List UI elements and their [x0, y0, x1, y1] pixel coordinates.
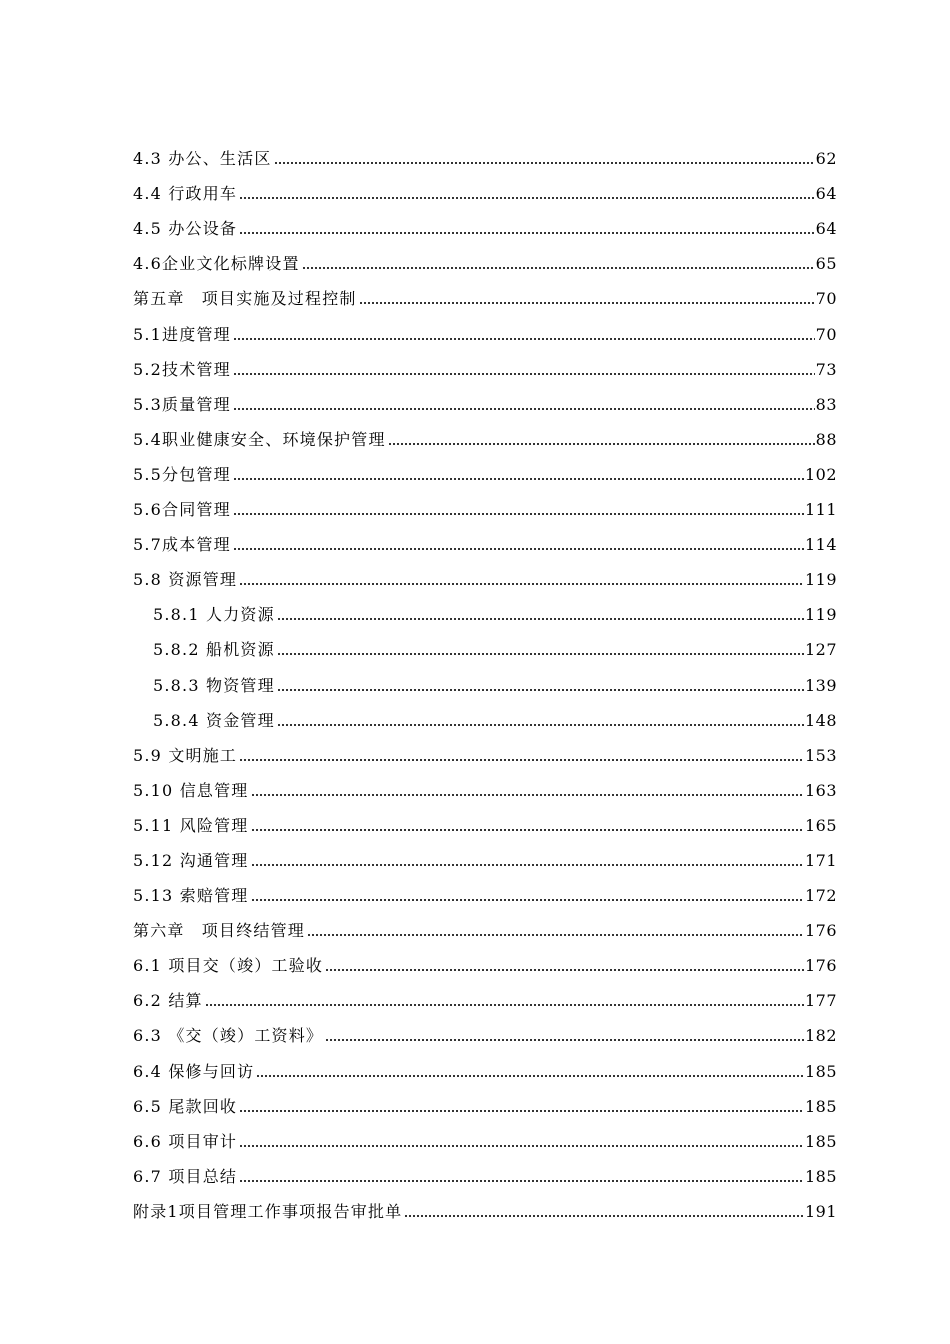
toc-dot-leader	[251, 829, 804, 831]
toc-entry-page-number: 153	[804, 745, 837, 765]
toc-entry-title: 5.2技术管理	[133, 359, 231, 379]
toc-entry-page-number: 62	[815, 149, 837, 169]
toc-entry-title: 4.4 行政用车	[133, 184, 238, 204]
toc-entry-page-number: 176	[804, 956, 837, 976]
toc-entry[interactable]	[133, 875, 837, 910]
toc-entry-page-number: 119	[804, 570, 837, 590]
toc-dot-leader	[251, 899, 804, 901]
toc-entry-page-number: 88	[815, 429, 837, 449]
toc-dot-leader	[239, 759, 804, 761]
toc-entry-page-number: 185	[804, 1096, 837, 1116]
toc-entry-title: 第五章 项目实施及过程控制	[133, 289, 357, 309]
toc-entry-page-number: 172	[804, 886, 837, 906]
toc-entry[interactable]	[133, 419, 837, 454]
toc-entry-title: 5.6合同管理	[133, 500, 231, 520]
toc-dot-leader	[233, 513, 804, 515]
toc-entry-title: 6.2 结算	[133, 991, 203, 1011]
toc-dot-leader	[239, 583, 804, 585]
toc-entry[interactable]	[133, 243, 837, 278]
toc-entry-title: 6.7 项目总结	[133, 1166, 238, 1186]
toc-entry[interactable]	[133, 313, 837, 348]
toc-dot-leader	[325, 1039, 804, 1041]
toc-entry-title: 附录1项目管理工作事项报告审批单	[133, 1201, 403, 1221]
toc-entry[interactable]	[133, 1121, 837, 1156]
toc-entry[interactable]	[133, 489, 837, 524]
toc-entry[interactable]	[133, 805, 837, 840]
toc-entry-page-number: 70	[815, 289, 837, 309]
table-of-contents	[133, 138, 837, 1226]
toc-dot-leader	[239, 232, 815, 234]
toc-entry-title: 5.1进度管理	[133, 324, 231, 344]
toc-dot-leader	[256, 1075, 804, 1077]
toc-entry[interactable]	[133, 770, 837, 805]
toc-entry-title: 6.1 项目交（竣）工验收	[133, 956, 324, 976]
toc-entry[interactable]	[133, 1086, 837, 1121]
toc-entry[interactable]	[133, 840, 837, 875]
toc-dot-leader	[404, 1215, 804, 1217]
toc-entry-page-number: 83	[815, 394, 837, 414]
toc-dot-leader	[277, 689, 804, 691]
toc-entry-page-number: 185	[804, 1061, 837, 1081]
toc-dot-leader	[233, 373, 815, 375]
toc-entry[interactable]	[133, 278, 837, 313]
toc-entry-title: 4.5 办公设备	[133, 219, 238, 239]
toc-entry-title: 6.5 尾款回收	[133, 1096, 238, 1116]
toc-entry-page-number: 70	[815, 324, 837, 344]
toc-entry-page-number: 165	[804, 815, 837, 835]
toc-entry-page-number: 171	[804, 850, 837, 870]
toc-dot-leader	[307, 934, 804, 936]
toc-entry-title: 5.7成本管理	[133, 535, 231, 555]
toc-entry-title: 6.4 保修与回访	[133, 1061, 255, 1081]
toc-dot-leader	[274, 162, 815, 164]
toc-dot-leader	[239, 1110, 804, 1112]
toc-entry[interactable]	[133, 980, 837, 1015]
toc-entry-title: 4.6企业文化标牌设置	[133, 254, 300, 274]
toc-dot-leader	[359, 302, 815, 304]
toc-entry[interactable]	[133, 524, 837, 559]
toc-dot-leader	[233, 548, 804, 550]
toc-dot-leader	[251, 864, 804, 866]
toc-entry[interactable]	[133, 910, 837, 945]
toc-entry[interactable]	[133, 1191, 837, 1226]
toc-entry-page-number: 65	[815, 254, 837, 274]
toc-entry-title: 6.6 项目审计	[133, 1131, 238, 1151]
toc-entry[interactable]	[133, 208, 837, 243]
toc-entry-page-number: 139	[804, 675, 837, 695]
toc-entry[interactable]	[133, 735, 837, 770]
toc-dot-leader	[205, 1004, 804, 1006]
toc-dot-leader	[277, 724, 804, 726]
toc-entry[interactable]	[133, 594, 837, 629]
toc-entry-page-number: 114	[804, 535, 837, 555]
toc-entry[interactable]	[133, 173, 837, 208]
toc-entry-page-number: 177	[804, 991, 837, 1011]
toc-entry-title: 5.11 风险管理	[133, 815, 249, 835]
toc-entry[interactable]	[133, 138, 837, 173]
toc-entry-page-number: 119	[804, 605, 837, 625]
toc-dot-leader	[239, 197, 815, 199]
toc-entry-title: 5.8.1 人力资源	[153, 605, 275, 625]
toc-entry[interactable]	[133, 454, 837, 489]
toc-dot-leader	[233, 338, 815, 340]
toc-entry-page-number: 64	[815, 219, 837, 239]
toc-entry-title: 5.8.2 船机资源	[153, 640, 275, 660]
toc-entry[interactable]	[133, 384, 837, 419]
toc-entry-title: 5.5分包管理	[133, 464, 231, 484]
toc-entry-title: 5.13 索赔管理	[133, 886, 249, 906]
toc-dot-leader	[233, 478, 804, 480]
toc-entry[interactable]	[133, 945, 837, 980]
toc-dot-leader	[277, 653, 804, 655]
toc-dot-leader	[388, 443, 815, 445]
toc-entry[interactable]	[133, 349, 837, 384]
toc-entry[interactable]	[133, 1156, 837, 1191]
toc-entry-title: 4.3 办公、生活区	[133, 149, 272, 169]
toc-entry[interactable]	[133, 1050, 837, 1085]
toc-entry-page-number: 163	[804, 780, 837, 800]
toc-entry-title: 6.3 《交（竣）工资料》	[133, 1026, 324, 1046]
toc-entry-page-number: 102	[804, 464, 837, 484]
toc-entry-page-number: 185	[804, 1131, 837, 1151]
toc-entry-page-number: 111	[804, 500, 837, 520]
toc-entry-title: 5.3质量管理	[133, 394, 231, 414]
toc-entry-page-number: 176	[804, 921, 837, 941]
toc-entry-page-number: 127	[804, 640, 837, 660]
toc-entry-title: 5.10 信息管理	[133, 780, 249, 800]
toc-entry-page-number: 182	[804, 1026, 837, 1046]
toc-entry-title: 5.9 文明施工	[133, 745, 238, 765]
toc-entry[interactable]	[133, 559, 837, 594]
toc-entry[interactable]	[133, 700, 837, 735]
toc-entry-title: 5.4职业健康安全、环境保护管理	[133, 429, 386, 449]
toc-entry-title: 5.8.4 资金管理	[153, 710, 275, 730]
toc-entry-title: 第六章 项目终结管理	[133, 921, 306, 941]
toc-dot-leader	[325, 969, 804, 971]
toc-entry-title: 5.8.3 物资管理	[153, 675, 275, 695]
toc-dot-leader	[239, 1145, 804, 1147]
toc-entry-page-number: 148	[804, 710, 837, 730]
toc-dot-leader	[251, 794, 804, 796]
toc-entry-page-number: 185	[804, 1166, 837, 1186]
toc-entry[interactable]	[133, 629, 837, 664]
toc-entry-title: 5.8 资源管理	[133, 570, 238, 590]
toc-dot-leader	[239, 1180, 804, 1182]
toc-entry-page-number: 64	[815, 184, 837, 204]
toc-entry-page-number: 191	[804, 1201, 837, 1221]
toc-dot-leader	[302, 267, 815, 269]
toc-entry-page-number: 73	[815, 359, 837, 379]
toc-dot-leader	[233, 408, 815, 410]
toc-dot-leader	[277, 618, 804, 620]
toc-entry-title: 5.12 沟通管理	[133, 850, 249, 870]
toc-entry[interactable]	[133, 1015, 837, 1050]
toc-entry[interactable]	[133, 664, 837, 699]
